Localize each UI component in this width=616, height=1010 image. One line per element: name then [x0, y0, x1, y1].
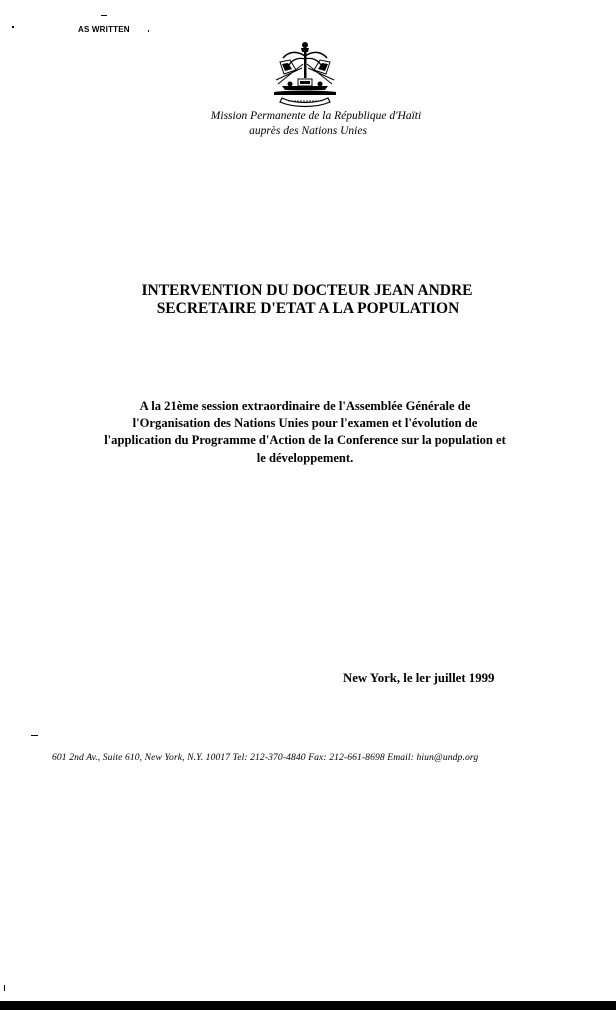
letterhead-footer-contact: 601 2nd Av., Suite 610, New York, N.Y. 10017 Tel: 212-370-4840 Fax: 212-661-8698 Email: hiun@undp.org [52, 752, 479, 763]
scan-speck [148, 30, 149, 32]
session-description: A la 21ème session extraordinaire de l'Assemblée Générale de l'Organisation des Nations Unies pour l'examen et l'évolution de l'application du Programme d'Action de la Conference sur la population et le développement. [104, 399, 506, 465]
scan-edge-bar [0, 1001, 616, 1010]
document-title-line1: INTERVENTION DU DOCTEUR JEAN ANDRE [141, 282, 473, 299]
stamp-mark [101, 15, 107, 16]
haiti-coat-of-arms-seal-icon [268, 40, 342, 108]
scan-speck [4, 985, 5, 991]
as-written-stamp: AS WRITTEN [78, 25, 130, 34]
scan-speck [12, 26, 14, 28]
margin-mark [31, 735, 38, 736]
dateline: New York, le ler juillet 1999 [343, 671, 495, 685]
letterhead-mission-name: Mission Permanente de la République d'Haïti [210, 110, 422, 122]
document-title-line2: SECRETAIRE D'ETAT A LA POPULATION [156, 300, 460, 317]
letterhead-mission-subtitle: auprès des Nations Unies [249, 125, 367, 137]
